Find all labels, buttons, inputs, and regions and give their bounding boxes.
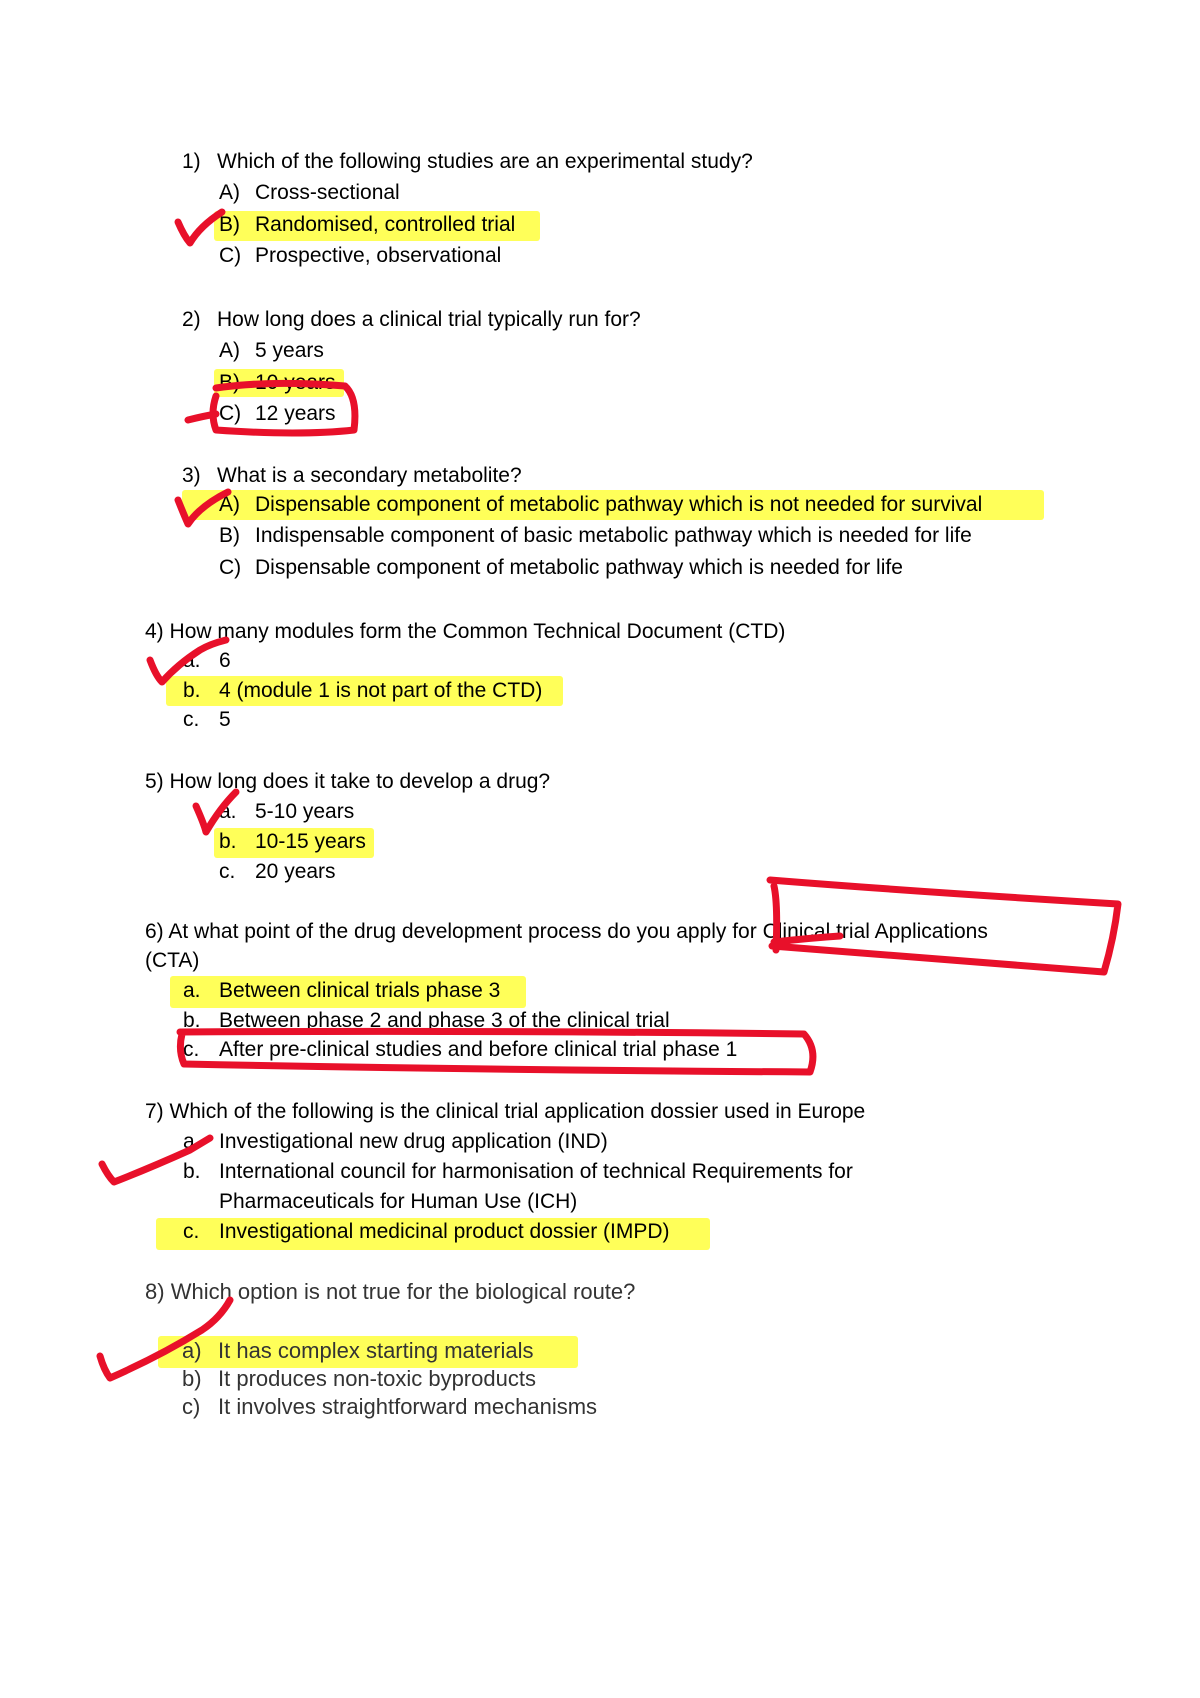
q1-option-c: C) Prospective, observational: [219, 244, 502, 267]
q6-option-b: b. Between phase 2 and phase 3 of the clinical trial: [183, 1009, 670, 1032]
question-number: 7): [145, 1100, 164, 1123]
q7-option-c: c. Investigational medicinal product dossier (IMPD): [183, 1220, 670, 1243]
question-number: 3): [182, 464, 201, 487]
question-3: [182, 462, 522, 490]
q7-option-a: a. Investigational new drug application (IND): [183, 1130, 608, 1153]
q6-option-c: c. After pre-clinical studies and before clinical trial phase 1: [183, 1038, 738, 1061]
question-4: [145, 618, 785, 646]
question-6: [145, 918, 988, 946]
question-6-continued: (CTA): [145, 949, 200, 972]
question-text: Which of the following is the clinical trial application dossier used in Europe: [169, 1100, 866, 1123]
question-text: At what point of the drug development process do you apply for Clinical trial Applications: [168, 920, 988, 943]
question-text: How many modules form the Common Technical Document (CTD): [169, 620, 786, 643]
q8-option-a: a) It has complex starting materials: [182, 1338, 534, 1363]
question-number: 6): [145, 920, 164, 943]
q4-option-a: a. 6: [183, 649, 231, 672]
q8-option-c: c) It involves straightforward mechanisms: [182, 1394, 598, 1419]
question-number: 8): [145, 1279, 165, 1304]
question-text: Which of the following studies are an experimental study?: [217, 150, 753, 173]
q2-option-b: B) 10 years: [219, 371, 336, 394]
q5-option-b: b. 10-15 years: [219, 830, 366, 853]
q2-option-c: C) 12 years: [219, 402, 336, 425]
question-8: [145, 1278, 635, 1306]
question-5: [145, 768, 550, 796]
question-7: [145, 1098, 865, 1126]
question-2: [182, 306, 641, 334]
q6-option-a: a. Between clinical trials phase 3: [183, 979, 501, 1002]
q3-option-c: C) Dispensable component of metabolic pathway which is needed for life: [219, 556, 903, 579]
q4-option-c: c. 5: [183, 708, 231, 731]
question-text: What is a secondary metabolite?: [217, 464, 522, 487]
q3-option-a: A) Dispensable component of metabolic pathway which is not needed for survival: [219, 493, 983, 516]
q4-option-b: b. 4 (module 1 is not part of the CTD): [183, 679, 543, 702]
q5-option-c: c. 20 years: [219, 860, 336, 883]
question-text: How long does a clinical trial typically run for?: [217, 308, 641, 331]
q8-option-b: b) It produces non-toxic byproducts: [182, 1366, 536, 1391]
q2-option-a: A) 5 years: [219, 339, 324, 362]
question-number: 1): [182, 150, 201, 173]
q7-option-b: b. International council for harmonisation of technical Requirements for: [183, 1160, 853, 1183]
question-number: 5): [145, 770, 164, 793]
question-text: Which option is not true for the biological route?: [170, 1279, 636, 1304]
q1-option-b: B) Randomised, controlled trial: [219, 213, 516, 236]
q3-option-b: B) Indispensable component of basic metabolic pathway which is needed for life: [219, 524, 972, 547]
q1-option-a: A) Cross-sectional: [219, 181, 400, 204]
q5-option-a: a. 5-10 years: [219, 800, 355, 823]
question-number: 2): [182, 308, 201, 331]
question-text: How long does it take to develop a drug?: [169, 770, 551, 793]
question-1: [182, 148, 753, 176]
question-number: 4): [145, 620, 164, 643]
q7-option-b-continued: Pharmaceuticals for Human Use (ICH): [219, 1190, 578, 1213]
